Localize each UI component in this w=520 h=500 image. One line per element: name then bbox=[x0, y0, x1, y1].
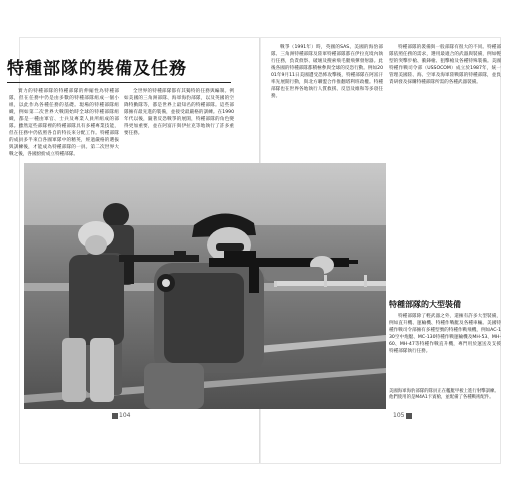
left-column-2-text: 全世界的特種部隊都有其獨特的任務與編制。例如美國的三角洲部隊、海軍海豹部隊，以及英國的空降特勤隊等，都是世界上最知名的特種部隊。這些部隊擁有最先進的裝備，並接受最嚴格的訓練。在1990年代以後，隨著反恐戰爭的展開，特種部隊的角色變得更加重要，並在阿富汗與伊拉克等地執行了許多重要任務。 bbox=[124, 89, 234, 136]
right-column-1-text: 戰爭（1991年）時，英國的SAS、美國的海豹部隊、三角洲特種部隊及陸軍特種部隊都在伊拉克境內執行任務，負責偵察、破壞及搜索飛毛腿飛彈發射器。此後各國的特種部隊都積極參與全球的反恐行動。例如2001年9月11日美國遭受恐怖攻擊後，特種部隊在阿富汗率先展開行動，與北方聯盟合作推翻塔利班政權。特種部隊也在世界各地執行人質救援、反恐及維和等多項任務。 bbox=[271, 45, 383, 99]
left-column-2 bbox=[124, 88, 234, 160]
page-number-marker-right bbox=[406, 413, 412, 419]
right-column-3 bbox=[389, 313, 501, 387]
left-column-1 bbox=[9, 88, 119, 160]
soldiers-shooting-photo bbox=[24, 163, 386, 409]
chapter-title: 特種部隊的裝備及任務 bbox=[7, 56, 231, 83]
photo-caption: 美國海軍海豹部隊的隊員正在艦艇甲板上進行射擊訓練。他們使用的是M4A1卡賓槍，並配備了各種戰術配件。 bbox=[389, 389, 499, 400]
right-column-3-text: 特種部隊除了輕武器之外，還擁有許多大型裝備，例如直升機、運輸機、特種作戰艇及各種車輛。美國特種作戰司令部擁有多種型號的特種作戰飛機，例如AC-130空中炮艇、MC-130特種作戰運輸機及MH-53、MH-60、MH-47等特種作戰直升機，專門用於運送及支援特種部隊執行任務。 bbox=[389, 314, 501, 354]
page-number-right: 105 bbox=[393, 412, 405, 419]
left-column-1-text: 實力的特種部隊的特種部隊的伸縮性為特種部隊，但在任務中仍是由多數的特種部隊組成一個小組，以此作為各種任務的基礎。現場的特種部隊組織，例如第二次世界大戰開始時全球的特種部隊組織，都是一種由軍官、士兵及專業人員所組成的部隊。雖然這些部隊裡的特種部隊具有多種專業技能，但在任務中仍依照各自的特長來分配工作。特種部隊的成員多半來自各國軍隊中的精英，經過嚴格的選拔與訓練後，才能成為特種部隊的一員。第二次世界大戰之後，各國紛紛成立特種部隊。 bbox=[9, 89, 119, 157]
right-column-2-text: 特種部隊的裝備與一般部隊有很大的不同。特種部隊依照任務的需求，選用最適合的武器與裝備，例如輕型的突擊步槍、衝鋒槍、狙擊槍及各種特殊裝備。美國特種作戰司令部（USSOCOM）成立於1987年，統一管理美國陸、海、空軍及海軍陸戰隊的特種部隊，並負責研發及採購特種部隊所需的各種武器裝備。 bbox=[389, 45, 501, 85]
section-subheading: 特種部隊的大型裝備 bbox=[389, 300, 461, 309]
page-number-left: 104 bbox=[119, 412, 131, 419]
photo-illustration bbox=[24, 163, 386, 409]
right-column-2 bbox=[389, 44, 501, 296]
right-column-1 bbox=[271, 44, 383, 160]
page-number-marker-left bbox=[112, 413, 118, 419]
